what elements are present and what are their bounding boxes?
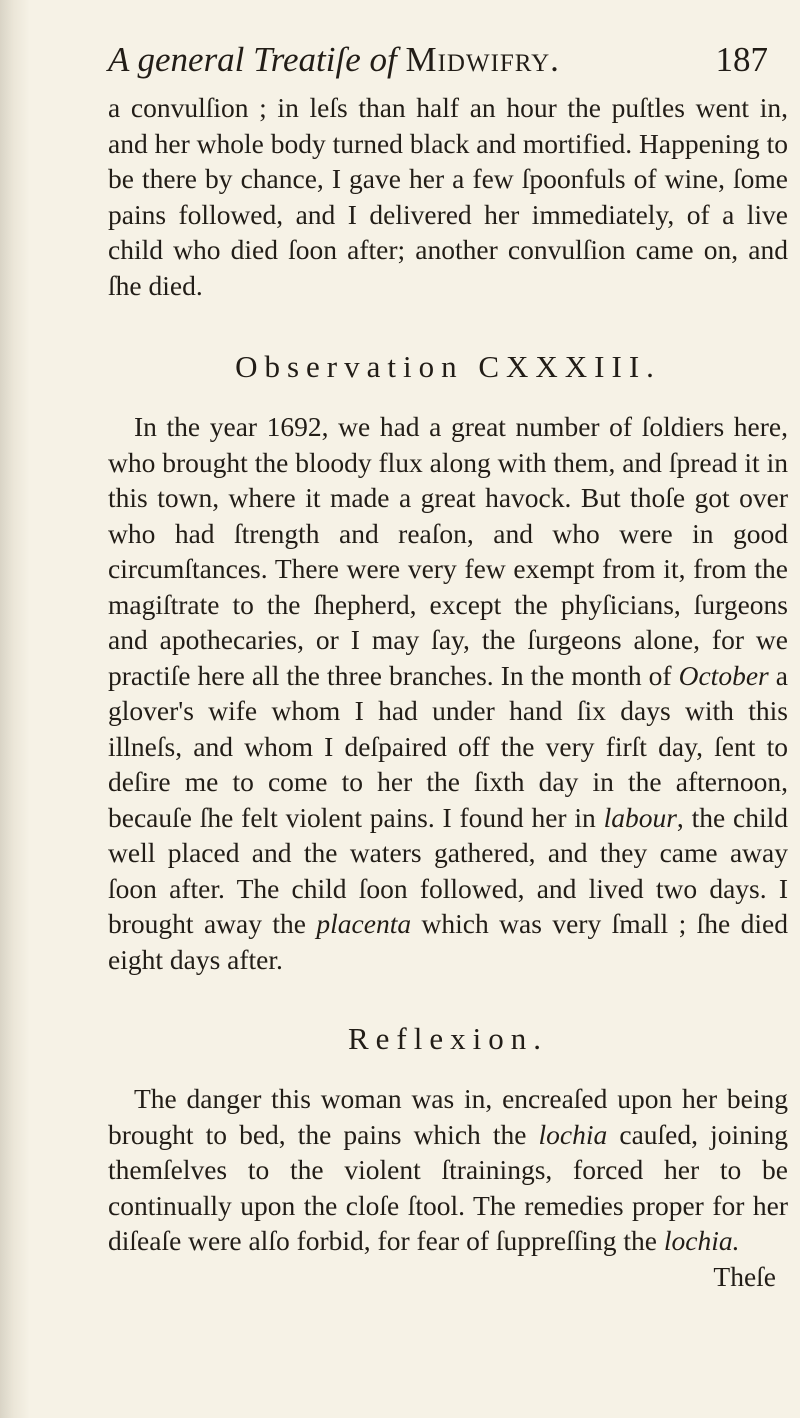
observation-paragraph <box>108 409 788 977</box>
text-run: , the child well placed and the waters gathered, and they came away ſoon after. The child ſoon followed, and lived two days. I brought away the <box>108 801 788 939</box>
text-run: a glover's wife whom I had under hand ſix days with this illneſs, and whom I deſpaired off the very firſt day, ſent to deſire me to come to her the ſixth day in the afternoon, becauſe ſhe felt violent pains. I found her in <box>108 659 788 833</box>
book-page <box>108 30 788 1294</box>
page-number: 187 <box>715 40 768 79</box>
text-run: which was very ſmall ; ſhe died eight days after. <box>108 908 788 975</box>
italic-lochia: lochia. <box>663 1225 740 1256</box>
italic-labour: labour <box>603 801 677 833</box>
observation-heading: Observation CXXXIII. <box>235 349 661 384</box>
reflexion-heading: Reflexion. <box>348 1021 548 1056</box>
italic-october: October <box>678 659 769 691</box>
text-run: In the year 1692, we had a great number of ſoldiers here, who brought the bloody flux along with them, and ſpread it in this town, where it made a great havock. But thoſe got over who had ſtrength and reaſon, and who were in good circumſtances. There were very few exempt from it, from the magiſtrate to the ſhepherd, except the phyſicians, ſurgeons and apothecaries, or I may ſay, the ſurgeons alone, for we practiſe here all the three branches. In the month of <box>108 411 788 691</box>
binding-gutter <box>0 0 30 1418</box>
text-run: cauſed, joining themſelves to the violent ſtrainings, forced her to be continually upon the cloſe ſtool. The remedies proper for her diſeaſe were alſo forbid, for fear of ſuppreſſing the <box>108 1118 788 1256</box>
text-run: The danger this woman was in, encreaſed upon her being brought to bed, the pains which the <box>108 1083 788 1150</box>
catchword: Theſe <box>713 1260 776 1292</box>
running-head-subject: Midwifry. <box>405 40 560 79</box>
italic-placenta: placenta <box>316 908 412 939</box>
running-head <box>108 30 788 90</box>
paragraph-continuation: a convulſion ; in leſs than half an hour the puſtles went in, and her whole body turned black and mortified. Happening to be there by chance, I gave her a few ſpoonfuls of wine, ſome pains followed, and I delivered her immediately, of a live child who died ſoon after; another convulſion came on, and ſhe died. <box>108 92 788 301</box>
running-head-title: A general Treatiſe of <box>108 40 397 79</box>
italic-lochia: lochia <box>538 1118 608 1150</box>
reflexion-paragraph <box>108 1081 788 1259</box>
